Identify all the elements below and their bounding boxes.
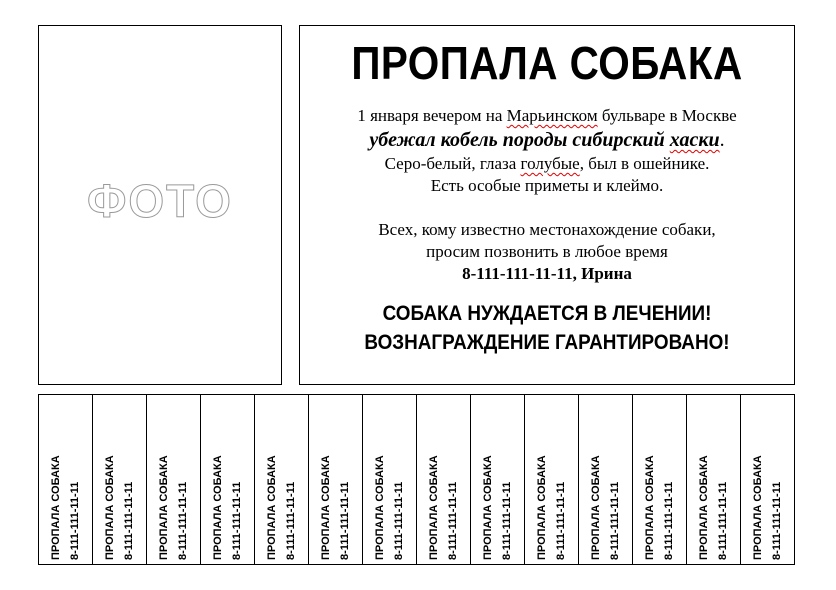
tab-phone: 8-111-111-11-11: [500, 481, 513, 560]
text-segment: бульваре в Москве: [597, 106, 737, 125]
urgent-notice: [325, 299, 770, 357]
text-segment: Серо-белый, глаза: [384, 154, 521, 173]
spellcheck-word: голубые: [520, 154, 580, 173]
tear-off-tab[interactable]: [309, 395, 363, 564]
flyer-description: [300, 105, 794, 285]
tear-off-tab[interactable]: [147, 395, 201, 564]
tab-title: ПРОПАЛА СОБАКА: [49, 454, 62, 560]
tab-title: ПРОПАЛА СОБАКА: [157, 454, 170, 560]
tab-phone: 8-111-111-11-11: [770, 481, 783, 560]
text-segment: 1 января вечером на: [357, 106, 507, 125]
tab-title: ПРОПАЛА СОБАКА: [535, 454, 548, 560]
description-line-2: [300, 127, 794, 153]
tab-title: ПРОПАЛА СОБАКА: [373, 454, 386, 560]
tab-phone: 8-111-111-11-11: [68, 481, 81, 560]
tab-title: ПРОПАЛА СОБАКА: [589, 454, 602, 560]
tab-phone: 8-111-111-11-11: [230, 481, 243, 560]
tear-off-tab[interactable]: [633, 395, 687, 564]
tear-off-tab[interactable]: [741, 395, 794, 564]
tab-title: ПРОПАЛА СОБАКА: [103, 454, 116, 560]
urgent-line-2: ВОЗНАГРАЖДЕНИЕ ГАРАНТИРОВАНО!: [364, 331, 730, 354]
tab-title: ПРОПАЛА СОБАКА: [643, 454, 656, 560]
spellcheck-word: Марьинском: [506, 106, 598, 125]
text-segment: , был в ошейнике.: [579, 154, 710, 173]
tear-off-tab[interactable]: [525, 395, 579, 564]
text-segment: .: [719, 129, 725, 151]
contact-phone: 8-111-111-11-11, Ирина: [462, 264, 632, 283]
tab-phone: 8-111-111-11-11: [554, 481, 567, 560]
contact-line-1: Всех, кому известно местонахождение собаки,: [378, 220, 716, 239]
spellcheck-word: хаски: [669, 129, 720, 151]
tear-off-tab[interactable]: [579, 395, 633, 564]
tab-phone: 8-111-111-11-11: [716, 481, 729, 560]
description-line-3: [300, 153, 794, 175]
tear-off-tab[interactable]: [363, 395, 417, 564]
urgent-line-1: СОБАКА НУЖДАЕТСЯ В ЛЕЧЕНИИ!: [382, 302, 712, 325]
text-segment: убежал кобель породы сибирский: [369, 129, 670, 151]
tear-off-tab[interactable]: [471, 395, 525, 564]
description-line-1: [300, 105, 794, 127]
tab-title: ПРОПАЛА СОБАКА: [265, 454, 278, 560]
tab-title: ПРОПАЛА СОБАКА: [697, 454, 710, 560]
tear-off-tab[interactable]: [93, 395, 147, 564]
tab-phone: 8-111-111-11-11: [446, 481, 459, 560]
tab-title: ПРОПАЛА СОБАКА: [751, 454, 764, 560]
flyer-text-panel: [299, 25, 795, 385]
tab-phone: 8-111-111-11-11: [608, 481, 621, 560]
tear-off-tab[interactable]: [417, 395, 471, 564]
tab-title: ПРОПАЛА СОБАКА: [319, 454, 332, 560]
tab-phone: 8-111-111-11-11: [662, 481, 675, 560]
tab-title: ПРОПАЛА СОБАКА: [211, 454, 224, 560]
tab-title: ПРОПАЛА СОБАКА: [481, 454, 494, 560]
photo-placeholder: [38, 25, 282, 385]
tab-phone: 8-111-111-11-11: [284, 481, 297, 560]
tear-off-tab[interactable]: [255, 395, 309, 564]
tear-off-tab[interactable]: [201, 395, 255, 564]
tab-phone: 8-111-111-11-11: [392, 481, 405, 560]
tab-phone: 8-111-111-11-11: [338, 481, 351, 560]
flyer-title: ПРОПАЛА СОБАКА: [351, 37, 743, 89]
spacer: [300, 197, 794, 219]
photo-label: ФОТО: [87, 175, 233, 227]
tab-phone: 8-111-111-11-11: [176, 481, 189, 560]
contact-line-2: просим позвонить в любое время: [426, 242, 668, 261]
tear-off-tab[interactable]: [687, 395, 741, 564]
tear-off-tabs: [38, 394, 795, 565]
tab-title: ПРОПАЛА СОБАКА: [427, 454, 440, 560]
description-line-4: Есть особые приметы и клеймо.: [430, 176, 664, 195]
tab-phone: 8-111-111-11-11: [122, 481, 135, 560]
tear-off-tab[interactable]: [39, 395, 93, 564]
